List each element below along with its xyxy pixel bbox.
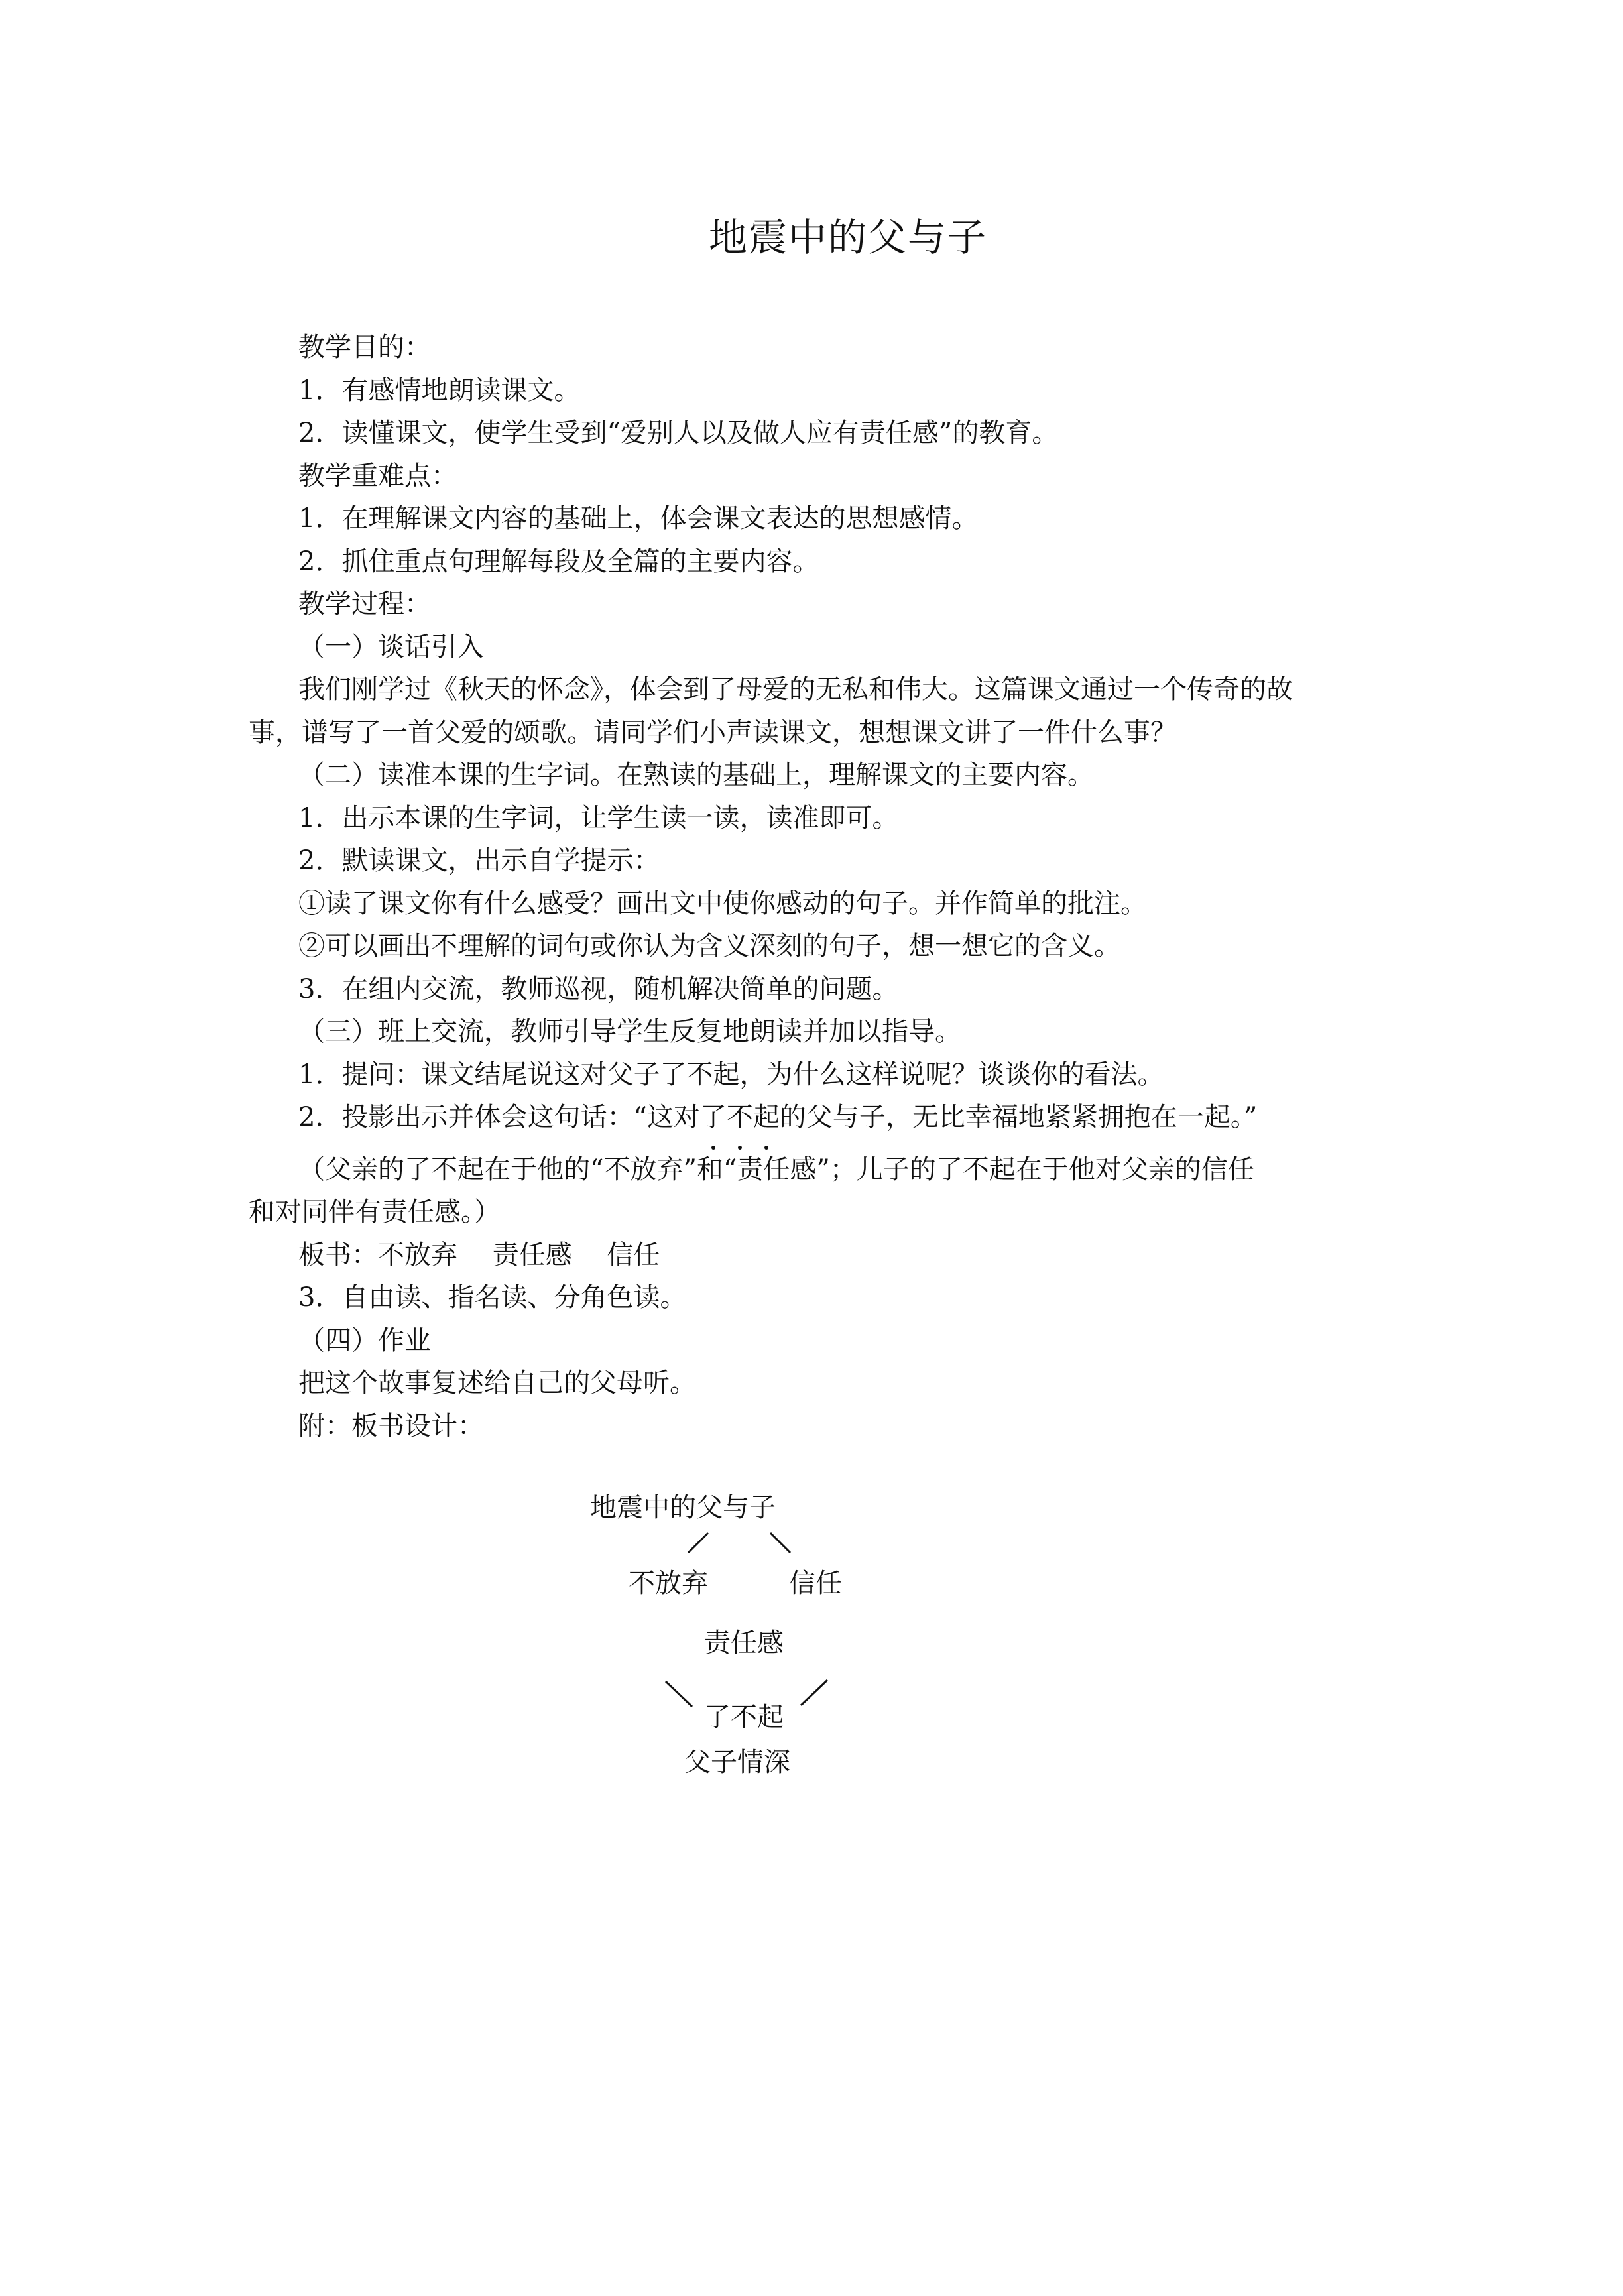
connector-lower-right [801, 1680, 827, 1705]
part1-text-line2: 事，谱写了一首父爱的颂歌。请同学们小声读课文，想想课文讲了一件什么事？ [249, 717, 1177, 748]
board-right-node: 信任 [789, 1568, 842, 1599]
part2-prompt-2: ②可以画出不理解的词句或你认为含义深刻的句子，想一想它的含义。 [298, 931, 1120, 961]
connector-title-left [688, 1533, 708, 1553]
goal-1: 1．有感情地朗读课文。 [298, 375, 581, 406]
part2-prompt-1: ①读了课文你有什么感受？画出文中使你感动的句子。并作简单的批注。 [298, 888, 1147, 919]
board-center-node: 责任感 [704, 1628, 784, 1658]
part2-heading: （二）读准本课的生字词。在熟读的基础上，理解课文的主要内容。 [298, 760, 1094, 790]
part3-note-line2: 和对同伴有责任感。） [249, 1197, 501, 1227]
key-point-2: 2．抓住重点句理解每段及全篇的主要内容。 [298, 546, 819, 577]
part4-heading: （四）作业 [298, 1325, 431, 1356]
page-title: 地震中的父与子 [708, 215, 987, 260]
goal-2: 2．读懂课文，使学生受到“爱别人以及做人应有责任感”的教育。 [298, 418, 1059, 448]
emphasis-char-1: 了 [700, 1096, 727, 1139]
lesson-plan-body [249, 326, 1389, 1447]
part1-heading: （一）谈话引入 [298, 631, 484, 662]
part3-note-line1: （父亲的了不起在于他的“不放弃”和“责任感”；儿子的了不起在于他对父亲的信任 [298, 1154, 1254, 1185]
part3-step-3: 3．自由读、指名读、分角色读。 [298, 1282, 687, 1313]
part4-text: 把这个故事复述给自己的父母听。 [298, 1368, 696, 1398]
part2-step-3: 3．在组内交流，教师巡视，随机解决简单的问题。 [298, 973, 899, 1004]
connector-title-right [770, 1533, 790, 1553]
part3-step-1: 1．提问：课文结尾说这对父子了不起，为什么这样说呢？谈谈你的看法。 [298, 1059, 1164, 1090]
board-lower-node: 了不起 [704, 1702, 784, 1732]
part1-text-line1: 我们刚学过《秋天的怀念》，体会到了母爱的无私和伟大。这篇课文通过一个传奇的故 [298, 674, 1293, 705]
part3-step-2 [249, 1096, 1389, 1139]
emphasis-char-2: 不 [727, 1096, 753, 1139]
key-point-1: 1．在理解课文内容的基础上，体会课文表达的思想感情。 [298, 503, 979, 534]
board-left-node: 不放弃 [629, 1568, 708, 1599]
emphasis-char-3: 起 [753, 1096, 780, 1139]
board-bottom-node: 父子情深 [684, 1747, 790, 1778]
goals-heading: 教学目的： [298, 332, 431, 363]
part2-step-2: 2．默读课文，出示自学提示： [298, 845, 660, 876]
board-title: 地震中的父与子 [590, 1492, 776, 1523]
key-points-heading: 教学重难点： [298, 460, 457, 491]
part2-step-1: 1．出示本课的生字词，让学生读一读，读准即可。 [298, 802, 899, 833]
part3-step-2-tail: 的父与子，无比幸福地紧紧拥抱在一起。” [779, 1102, 1258, 1132]
part3-heading: （三）班上交流，教师引导学生反复地朗读并加以指导。 [298, 1016, 961, 1047]
connector-lower-left [666, 1681, 692, 1707]
appendix-heading: 附：板书设计： [298, 1410, 484, 1441]
part3-step-2-lead: 2．投影出示并体会这句话：“这对 [298, 1102, 700, 1132]
process-heading: 教学过程： [298, 589, 431, 619]
board-summary-line: 板书：不放弃 责任感 信任 [298, 1239, 660, 1270]
